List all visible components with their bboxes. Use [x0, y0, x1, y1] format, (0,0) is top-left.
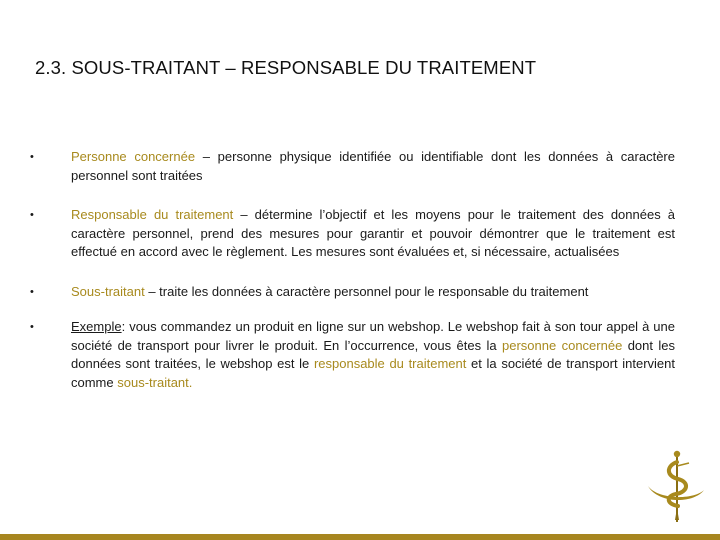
- bullet-list: [30, 148, 675, 392]
- bullet-marker: •: [30, 321, 34, 333]
- example-term-sous-traitant: sous-traitant.: [117, 374, 193, 390]
- example-term-personne-concernee: personne concernée: [502, 337, 623, 353]
- term-responsable-du-traitement: Responsable du traitement: [71, 207, 234, 222]
- example-text: : vous commandez un produit en ligne sur un webshop. Le webshop fait à son tour appel à une société de transport pour livrer le produit. En l’occurrence, vous êtes la: [71, 319, 675, 353]
- definition-text: – détermine l’objectif et les moyens pour le traitement des données à caractère personnel, prend des mesures pour garantir et pouvoir démontrer que le traitement est effectué en accord avec le règlement. Les mesures sont évaluées et, si nécessaire, actualisées: [71, 207, 675, 259]
- bullet-item-responsable: [30, 206, 675, 262]
- bullet-item-exemple: [30, 318, 675, 392]
- definition-text: – traite les données à caractère personnel pour le responsable du traitement: [144, 283, 589, 299]
- example-text: dont les données sont traitées, le webshop est le: [71, 337, 676, 371]
- example-text: et la société de transport intervient comme: [71, 356, 676, 390]
- bottom-accent-bar: [0, 534, 720, 540]
- bullet-marker: •: [30, 209, 34, 221]
- caduceus-logo-icon: [644, 446, 706, 526]
- term-sous-traitant: Sous-traitant: [71, 283, 145, 299]
- bullet-item-personne-concernee: [30, 148, 675, 185]
- slide-title: 2.3. SOUS-TRAITANT – RESPONSABLE DU TRAITEMENT: [35, 57, 537, 78]
- definition-text: – personne physique identifiée ou identifiable dont les données à caractère personnel sont traitées: [71, 149, 675, 183]
- bullet-marker: •: [30, 151, 34, 163]
- example-term-responsable: responsable du traitement: [313, 356, 467, 371]
- example-label: Exemple: [71, 319, 122, 334]
- bullet-marker: •: [30, 285, 34, 298]
- bullet-item-sous-traitant: [30, 283, 675, 302]
- term-personne-concernee: Personne concernée: [71, 149, 196, 164]
